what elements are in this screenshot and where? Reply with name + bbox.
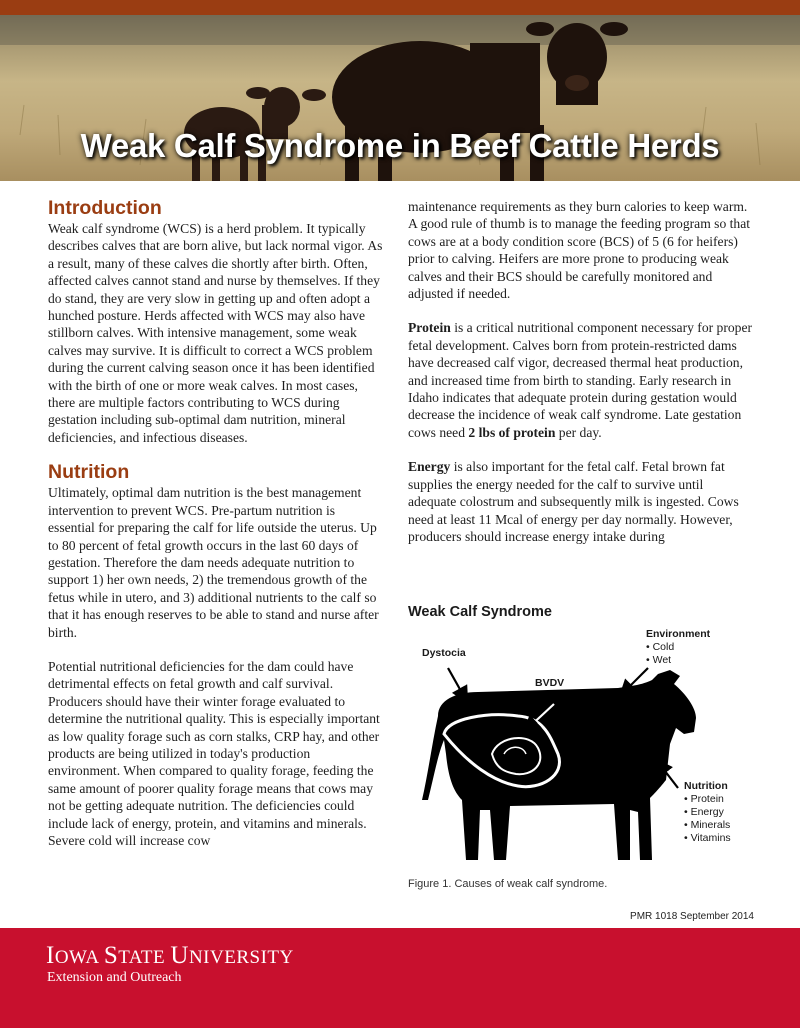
footer-band [0, 928, 800, 1028]
hero-photo [0, 15, 800, 181]
dystocia-label: Dystocia [422, 647, 466, 659]
energy-term: Energy [408, 459, 451, 475]
protein-term: Protein [408, 320, 451, 336]
figure-caption: Figure 1. Causes of weak calf syndrome. [408, 878, 608, 890]
extension-outreach-label: Extension and Outreach [47, 970, 182, 985]
figure-weak-calf-syndrome [408, 604, 760, 894]
cow-silhouette-icon [422, 670, 696, 860]
introduction-paragraph: Weak calf syndrome (WCS) is a herd problem. It typically describes calves that are born alive, but lack normal vigor. As a result, many of these calves die shortly after birth. Often, affected calves cannot stand and nurse by themselves. If they do stand, they are very slow in getting up and often adopt a hunched posture. Herds affected with WCS may also have stillborn calves. With intensive management, some weak calves may survive. It is difficult to correct a WCS problem during the current calving season once it has been identified with the birth of one or more weak calves. In most cases, there are multiple factors contributing to WCS during gestation including sub-optimal dam nutrition, mineral deficiencies, and infectious diseases. [48, 221, 383, 445]
maintenance-paragraph: maintenance requirements as they burn calories to keep warm. A good rule of thumb is to manage the feeding program so that cows are at a body condition score (BCS) of 5 (6 for heifers) prior to calving. Heifers are more prone to producing weak calves and their BCS should be carefully monitored and adjusted if needed. [408, 199, 751, 302]
protein-amount: 2 lbs of protein [468, 424, 556, 440]
energy-paragraph [408, 458, 754, 545]
university-name[interactable]: IOWA STATE UNIVERSITY [46, 942, 294, 969]
bvdv-label: BVDV [535, 677, 565, 689]
top-stripe [0, 0, 800, 15]
nutrition-paragraph-1: Ultimately, optimal dam nutrition is the best management intervention to prevent WCS. Pre-partum nutrition is essential for preparing the calf for life outside the uterus. Up to 80 percent of fetal growth occurs in the last 60 days of gestation. Therefore the dam needs adequate nutrition to support 1) her own needs, 2) the tremendous growth of the fetus while in utero, and 3) additional nutrients to the calf so that it has enough reserves to be able to stand and nurse after birth. [48, 485, 379, 640]
protein-paragraph [408, 319, 754, 441]
protein-end: per day. [555, 424, 602, 440]
energy-text: is also important for the fetal calf. Fetal brown fat supplies the energy needed for the calf to survive until adequate colostrum and subsequently milk is ingested. Cows need at least 11 Mcal of energy per day normally. However, producers should increase energy intake during [408, 459, 739, 544]
environment-label: Environment • Cold • Wet [646, 628, 711, 666]
protein-text: is a critical nutritional component necessary for proper fetal development. Calves born from protein-restricted dams have decreased calf vigor, decreased thermal heat production, and increased time from birth to standing. Early research in Idaho indicates that adequate protein during gestation would decrease the incidence of weak calf syndrome. Late gestation cows need [408, 320, 753, 440]
nutrition-paragraph-2: Potential nutritional deficiencies for the dam could have detrimental effects on fetal growth and calf survival. Producers should have their winter forage evaluated to determine the nutritional quality. This is especially important as low quality forage such as corn stalks, CRP hay, and other products are being utilized in today's production environment. When compared to quality forage, feeding the same amount of poorer quality forage means that cows may not be getting adequate nutrition. The deficiencies could include lack of energy, protein, and vitamins and minerals. Severe cold will increase cow [48, 658, 380, 848]
nutrition-factors-label: Nutrition • Protein • Energy • Minerals • Vitamins [684, 780, 731, 844]
nutrition-heading: Nutrition [48, 461, 130, 484]
right-column [408, 198, 754, 545]
introduction-heading: Introduction [48, 197, 162, 219]
publication-id: PMR 1018 September 2014 [630, 911, 754, 922]
page-title: Weak Calf Syndrome in Beef Cattle Herds [80, 127, 720, 164]
figure-title: Weak Calf Syndrome [408, 604, 552, 620]
left-column [48, 196, 384, 849]
